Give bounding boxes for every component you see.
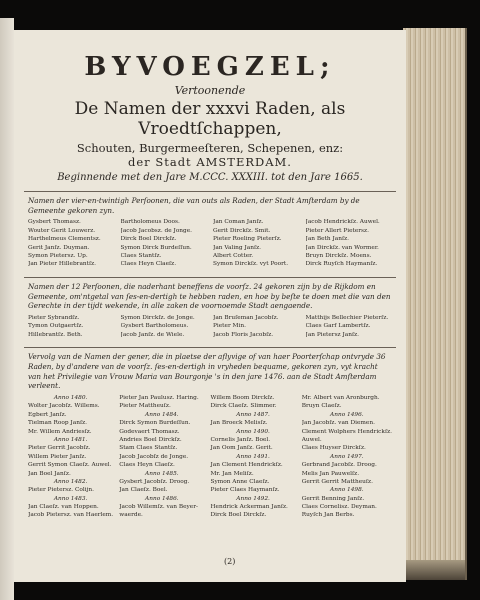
book-cover-corner bbox=[405, 560, 465, 580]
name-entry: Gysbert Bartholomeus. bbox=[120, 323, 189, 330]
section-1-heading: Namen der vier-en-twintigh Perſoonen, die van outs als Raden, der Stadt Amſterdam by de Gemeente gekoren zyn. bbox=[28, 196, 360, 215]
page-subtitle: Vertoonende bbox=[174, 84, 246, 97]
name-entry: Dirck Ruyſch Haymanſz. bbox=[305, 261, 378, 268]
year-heading: Anno 1481. bbox=[53, 436, 88, 443]
name-entry: Jan Bruſeman Jacobſz. bbox=[213, 314, 279, 321]
name-column bbox=[28, 394, 113, 520]
year-heading: Anno 1482. bbox=[53, 478, 88, 485]
name-entry: Claes Huyser Dirckſz. bbox=[301, 445, 366, 452]
name-entry: Hendrick Ackerman Janſz. bbox=[210, 504, 288, 511]
name-entry: Willem Boom Dirckſz. bbox=[210, 394, 275, 401]
name-entry: Claes Cornelisz. Deyman. bbox=[301, 504, 377, 511]
name-entry: Claes Heyn Claeſz. bbox=[119, 462, 175, 469]
name-column bbox=[28, 218, 115, 268]
name-entry: Hillebrantſz. Beth. bbox=[28, 331, 83, 338]
name-column bbox=[302, 394, 392, 520]
name-entry: Jan Claeſz. van Hoppen. bbox=[28, 504, 99, 511]
name-entry: Pieter Mattheuſz. bbox=[119, 403, 171, 410]
name-column bbox=[119, 394, 204, 520]
name-entry: Pieter Jan Paulusz. Haring. bbox=[119, 394, 199, 401]
name-entry: Claes Heyn Claeſz. bbox=[120, 261, 177, 268]
name-entry: Symon Pietersz. Up. bbox=[28, 253, 88, 259]
name-entry: Jan Oom Janſz. Gerit. bbox=[210, 445, 273, 452]
name-entry: Pieter Pietersz. Colijn. bbox=[28, 487, 94, 494]
name-entry: Clement Wolphers Hendrickſz. bbox=[301, 428, 392, 435]
section-2-list bbox=[28, 314, 392, 339]
year-heading: Anno 1491. bbox=[236, 453, 270, 460]
name-entry: Jan Dirckſz. van Wormer. bbox=[305, 244, 379, 251]
name-entry: Jacob Jacobsz. de Jonge. bbox=[120, 227, 193, 234]
name-entry: Matthijs Bellechier Pieterſz. bbox=[305, 314, 389, 321]
section-3-list bbox=[28, 394, 392, 520]
name-entry: Pieter Allert Pietersz. bbox=[305, 227, 369, 234]
page-header bbox=[14, 30, 406, 183]
name-column bbox=[306, 314, 393, 339]
year-heading: Anno 1497. bbox=[330, 453, 364, 460]
name-column bbox=[121, 218, 208, 268]
year-heading: Anno 1480. bbox=[53, 394, 88, 401]
name-entry: Harthelmeus Clementsz. bbox=[28, 236, 101, 243]
year-heading: Anno 1483. bbox=[53, 495, 88, 502]
name-entry: Dirck Boel Dirckſz. bbox=[120, 236, 177, 243]
page-stack-edge bbox=[403, 28, 467, 580]
name-entry: Tymon Outgaertſz. bbox=[28, 323, 84, 330]
name-column bbox=[213, 218, 300, 268]
year-heading: Anno 1496. bbox=[330, 411, 364, 418]
book-page bbox=[14, 30, 406, 582]
name-entry: Symon Dirck Burdeſſun. bbox=[120, 244, 192, 251]
name-entry: waerde. bbox=[119, 512, 143, 519]
heading-line-2: Schouten, Burgermeeſteren, Schepenen, enz: bbox=[76, 141, 344, 155]
name-entry: Symon Anne Claeſz. bbox=[210, 478, 270, 485]
name-entry: Gysbert Jacobſz. Droog. bbox=[119, 478, 190, 485]
name-entry: Dirck Claeſz. Slimmer. bbox=[210, 403, 277, 410]
year-heading: Anno 1492. bbox=[236, 495, 270, 502]
year-heading: Anno 1484. bbox=[145, 411, 179, 418]
name-entry: Jacob Willemſz. van Beyer- bbox=[119, 504, 198, 511]
name-entry: Bartholomeus Doos. bbox=[120, 219, 180, 226]
name-entry: Symon Dirckſz. vyt Poort. bbox=[213, 261, 289, 268]
name-entry: Andries Boel Dirckſz. bbox=[119, 436, 182, 443]
name-entry: Claes Garf Lambertſz. bbox=[305, 323, 371, 330]
name-entry: Bruyn Dirckſz. Moens. bbox=[305, 253, 372, 259]
name-entry: Pieter Sybrandſz. bbox=[28, 314, 80, 321]
name-entry: Gerit Janſz. Duyman. bbox=[28, 244, 90, 251]
name-column bbox=[28, 314, 115, 339]
year-heading: Anno 1490. bbox=[236, 428, 270, 435]
page-number: (2) bbox=[224, 557, 236, 566]
heading-line-3: der Stadt AMSTERDAM. bbox=[128, 155, 292, 169]
name-column bbox=[213, 314, 300, 339]
name-entry: Gerbrand Jacobſz. Droog. bbox=[301, 462, 377, 469]
name-entry: Gysbert Thomasz. bbox=[28, 219, 81, 226]
divider bbox=[24, 347, 396, 348]
year-heading: Anno 1486. bbox=[145, 495, 179, 502]
name-entry: Pieter Claes Haymanſz. bbox=[210, 487, 280, 494]
name-entry: Auwel. bbox=[301, 436, 322, 443]
heading-line-1: De Namen der xxxvi Raden, als Vroedtſchappen, bbox=[74, 99, 346, 139]
name-entry: Jan Broeck Melisſz. bbox=[210, 420, 268, 427]
name-entry: Gerrit Gerrit Mattheuſz. bbox=[301, 478, 373, 485]
name-entry: Cornelis Janſz. Boel. bbox=[210, 436, 271, 443]
name-entry: Jacob Janſz. de Wiele. bbox=[120, 331, 185, 338]
name-entry: Jan Pieter Hillebrantſz. bbox=[28, 261, 97, 268]
name-entry: Jacob Pietersz. van Haerlem. bbox=[28, 512, 114, 519]
name-entry: Dirck Boel Dirckſz. bbox=[210, 512, 267, 519]
name-entry: Jan Beth Janſz. bbox=[305, 236, 350, 243]
name-entry: Wolter Jacobſz. Willems. bbox=[28, 403, 100, 410]
name-entry: Jacob Jacobſz de Jonge. bbox=[119, 453, 189, 460]
name-entry: Pieter Min. bbox=[213, 323, 246, 330]
name-entry: Egbert Janſz. bbox=[28, 411, 67, 418]
name-entry: Mr. Albert van Aronburgh. bbox=[301, 394, 380, 401]
name-entry: Willem Pieter Janſz. bbox=[28, 453, 87, 460]
name-entry: Gerit Dirckſz. Smit. bbox=[213, 227, 271, 234]
section-3-heading: Vervolg van de Namen der gener, die in plaetse der aflyvige of van haer Poorterſchap ontvryde 36 Raden, by d'andere van de voorſz. ſes-en-dertigh in vryheden bequame, gekoren zyn, vyt kracht van het Privilegie van Vrouw Maria van Bourgonje 's in den jare 1476. aan de Stadt Amſterdam verleent. bbox=[28, 352, 386, 391]
name-entry: Jacob Floris Jacobſz. bbox=[213, 331, 274, 338]
name-entry: Jan Jacobſz. van Diemen. bbox=[301, 420, 375, 427]
name-entry: Ruyſch Jan Berbs. bbox=[301, 512, 355, 519]
name-entry: Jan Pietersz Janſz. bbox=[305, 331, 359, 338]
name-entry: Symon Dirckſz. de Jonge. bbox=[120, 314, 195, 321]
name-entry: Bruyn Claeſz. bbox=[301, 403, 342, 410]
name-entry: Dirck Symon Burdeſſun. bbox=[119, 420, 191, 427]
name-entry: Jan Claeſz. Boel. bbox=[119, 487, 168, 494]
page-title: BYVOEGZEL; bbox=[84, 52, 336, 82]
name-entry: Wouter Gerit Louwerz. bbox=[28, 227, 96, 234]
heading-line-4: Beginnende met den Jare M.CCC. XXXIII. tot den Jare 1665. bbox=[57, 172, 363, 183]
name-entry: Pieter Gerrit Jacobſz. bbox=[28, 445, 91, 452]
name-entry: Gerrit Benning Janſz. bbox=[301, 495, 365, 502]
name-entry: Melis Jan Pauwelſz. bbox=[301, 470, 360, 477]
year-heading: Anno 1485. bbox=[145, 470, 179, 477]
name-entry: Gerrit Symon Claeſz. Auwel. bbox=[28, 462, 112, 469]
divider bbox=[24, 191, 396, 192]
name-column bbox=[306, 218, 393, 268]
name-entry: Stam Claes Stantſz. bbox=[119, 445, 178, 452]
name-entry: Jan Clement Hendrickſz. bbox=[210, 462, 283, 469]
left-page-edge bbox=[0, 18, 14, 600]
divider bbox=[24, 277, 396, 278]
name-column bbox=[210, 394, 295, 520]
year-heading: Anno 1498. bbox=[330, 487, 364, 494]
section-1-list bbox=[28, 218, 392, 268]
name-entry: Mr. Jan Meliſz. bbox=[210, 470, 254, 477]
section-2-heading: Namen der 12 Perſoonen, die naderhant beneffens de voorſz. 24 gekoren zijn by de Rijkdom en Gemeente, om'ntgetal van ſes-en-dertigh te hebben raden, en hoe by beſte te doen met die van den Gerechte in der tijdt wekende, in alle zaken de voornoemde Stadt aengaende. bbox=[28, 281, 391, 311]
name-entry: Jan Boel Janſz. bbox=[28, 470, 71, 477]
name-entry: Tielman Roop Janſz. bbox=[28, 420, 87, 427]
name-entry: Claes Stantſz. bbox=[120, 253, 162, 259]
year-heading: Anno 1487. bbox=[236, 411, 270, 418]
name-entry: Mr. Willem Andriesſz. bbox=[28, 428, 92, 435]
name-entry: Pieter Roeling Pieterſz. bbox=[213, 236, 282, 243]
name-entry: Jan Coman Janſz. bbox=[213, 219, 264, 226]
name-column bbox=[121, 314, 208, 339]
name-entry: Jan Valing Janſz. bbox=[213, 244, 262, 251]
name-entry: Albert Cotter. bbox=[213, 253, 254, 259]
name-entry: Jacob Hendrickſz. Auwel. bbox=[305, 219, 380, 226]
name-entry: Godevaert Thomasz. bbox=[119, 428, 180, 435]
